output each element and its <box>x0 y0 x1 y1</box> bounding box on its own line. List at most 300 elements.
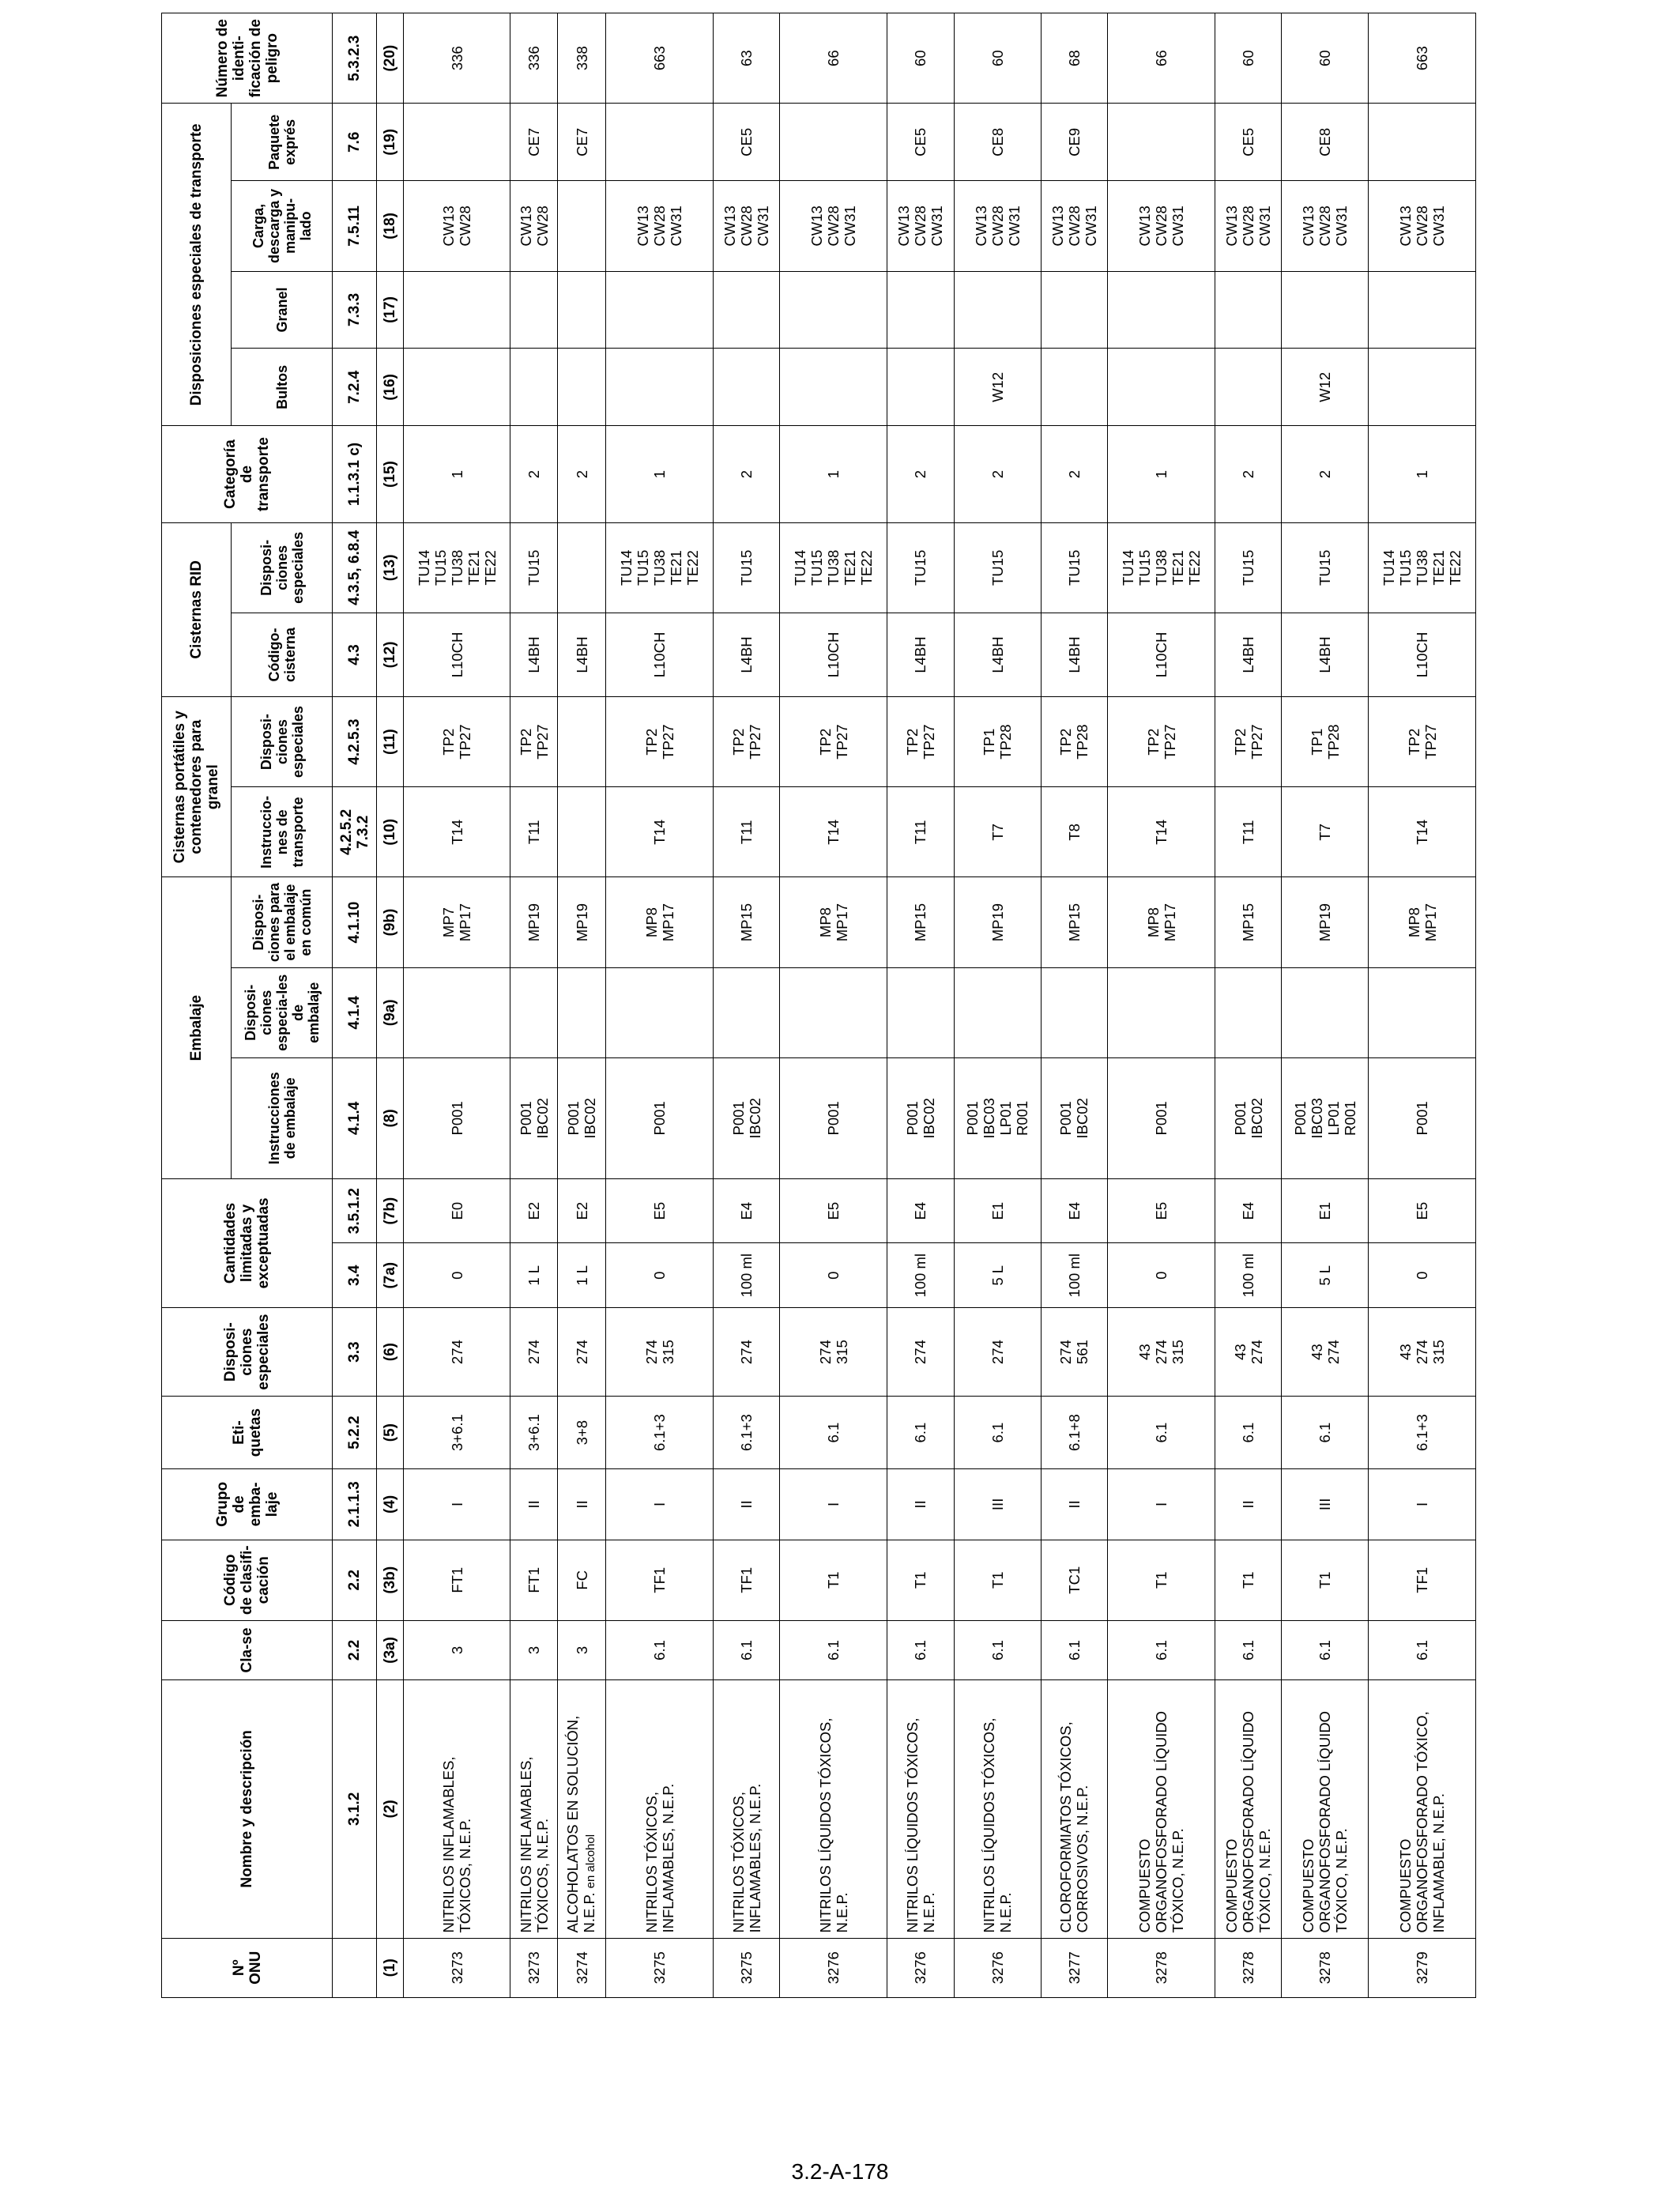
bulk-provision-cell <box>1041 271 1108 349</box>
table-row <box>887 13 954 1998</box>
packing-instructions-cell: P001 <box>780 1057 887 1178</box>
limited-quantity-cell: 0 <box>1369 1243 1476 1308</box>
loading-provision-cell: CW13 CW28 CW31 <box>1108 181 1215 271</box>
un-number-cell: 3276 <box>780 1938 887 1997</box>
substance-name: ALCOHOLATOS EN SOLUCIÓN, N.E.P. <box>564 1715 598 1933</box>
hazard-id-cell: 60 <box>1215 13 1282 104</box>
tank-instructions-cell: T14 <box>1108 787 1215 877</box>
labels-cell: 6.1 <box>887 1397 954 1469</box>
hazard-id-cell: 66 <box>1108 13 1215 104</box>
class-cell: 6.1 <box>954 1620 1041 1679</box>
loading-provision-cell: CW13 CW28 CW31 <box>713 181 780 271</box>
un-number-cell: 3279 <box>1369 1938 1476 1997</box>
reference-cell: 4.2.5.3 <box>333 697 377 787</box>
substance-name-cell <box>557 1680 606 1938</box>
header-packages: Bultos <box>232 349 333 426</box>
substance-name-cell <box>780 1680 887 1938</box>
tank-special-cell: TP1 TP28 <box>954 697 1041 787</box>
column-number-cell: (5) <box>377 1397 404 1469</box>
special-provisions-cell: 274 <box>510 1308 557 1397</box>
tank-special-cell: TP2 TP27 <box>1215 697 1282 787</box>
tank-code-cell: L4BH <box>887 613 954 696</box>
packing-instructions-cell: P001 IBC02 <box>1215 1057 1282 1178</box>
special-provisions-cell: 43 274 <box>1282 1308 1369 1397</box>
dangerous-goods-table <box>161 13 1476 1998</box>
un-number-cell: 3275 <box>713 1938 780 1997</box>
substance-name: NITRILOS LÍQUIDOS TÓXICOS, N.E.P. <box>981 1717 1015 1933</box>
tank-instructions-cell: T14 <box>780 787 887 877</box>
reference-cell: 4.3 <box>333 613 377 696</box>
transport-category-cell: 2 <box>713 426 780 522</box>
excepted-quantity-cell: E4 <box>1041 1178 1108 1243</box>
classification-code-cell: T1 <box>887 1540 954 1620</box>
special-packing-cell <box>713 967 780 1057</box>
special-provisions-cell: 274 315 <box>780 1308 887 1397</box>
loading-provision-cell: CW13 CW28 CW31 <box>887 181 954 271</box>
tank-code-cell: L4BH <box>1215 613 1282 696</box>
special-provisions-cell: 274 <box>887 1308 954 1397</box>
transport-category-cell: 1 <box>1108 426 1215 522</box>
hazard-id-cell: 60 <box>954 13 1041 104</box>
tank-special-cell: TP1 TP28 <box>1282 697 1369 787</box>
substance-name-cell <box>1282 1680 1369 1938</box>
packing-instructions-cell: P001 <box>1369 1057 1476 1178</box>
loading-provision-cell: CW13 CW28 CW31 <box>1041 181 1108 271</box>
un-number-cell: 3276 <box>887 1938 954 1997</box>
express-provision-cell: CE7 <box>510 104 557 181</box>
column-number-cell: (3a) <box>377 1620 404 1679</box>
substance-name: COMPUESTO ORGANOFOSFORADO LÍQUIDO TÓXICO, N.E.P. <box>1300 1710 1350 1933</box>
limited-quantity-cell: 5 L <box>954 1243 1041 1308</box>
rid-special-cell: TU14 TU15 TU38 TE21 TE22 <box>1108 522 1215 613</box>
packing-instructions-cell: P001 <box>606 1057 713 1178</box>
column-number-cell: (3b) <box>377 1540 404 1620</box>
tank-code-cell: L10CH <box>780 613 887 696</box>
table-row <box>557 13 606 1998</box>
special-packing-cell <box>404 967 510 1057</box>
tank-code-cell: L10CH <box>404 613 510 696</box>
packages-provision-cell <box>1215 349 1282 426</box>
special-packing-cell <box>1108 967 1215 1057</box>
tank-code-cell: L10CH <box>1369 613 1476 696</box>
un-number-cell: 3275 <box>606 1938 713 1997</box>
header-class-code: Código de clasifi-cación <box>162 1540 333 1620</box>
tank-instructions-cell: T11 <box>1215 787 1282 877</box>
substance-name-qualifier: en alcohol <box>584 1834 598 1889</box>
special-packing-cell <box>1369 967 1476 1057</box>
special-packing-cell <box>1215 967 1282 1057</box>
excepted-quantity-cell: E5 <box>606 1178 713 1243</box>
bulk-provision-cell <box>404 271 510 349</box>
labels-cell: 6.1+3 <box>1369 1397 1476 1469</box>
rid-special-cell: TU14 TU15 TU38 TE21 TE22 <box>606 522 713 613</box>
packing-instructions-cell: P001 IBC02 <box>887 1057 954 1178</box>
un-number-cell: 3278 <box>1108 1938 1215 1997</box>
page-number: 3.2-A-178 <box>791 2159 889 2184</box>
loading-provision-cell: CW13 CW28 CW31 <box>954 181 1041 271</box>
tank-instructions-cell: T14 <box>606 787 713 877</box>
rid-special-cell: TU15 <box>1041 522 1108 613</box>
express-provision-cell <box>1369 104 1476 181</box>
packages-provision-cell <box>1041 349 1108 426</box>
special-packing-cell <box>557 967 606 1057</box>
packing-instructions-cell: P001 IBC02 <box>1041 1057 1108 1178</box>
bulk-provision-cell <box>1369 271 1476 349</box>
class-cell: 6.1 <box>1369 1620 1476 1679</box>
limited-quantity-cell: 0 <box>1108 1243 1215 1308</box>
substance-name: COMPUESTO ORGANOFOSFORADO TÓXICO, INFLAMABLE, N.E.P. <box>1397 1711 1448 1933</box>
transport-category-cell: 1 <box>780 426 887 522</box>
reference-cell: 1.1.3.1 c) <box>333 426 377 522</box>
hazard-id-cell: 68 <box>1041 13 1108 104</box>
table-row <box>1041 13 1108 1998</box>
reference-cell: 4.1.4 <box>333 1057 377 1178</box>
special-provisions-cell: 274 <box>404 1308 510 1397</box>
packages-provision-cell <box>713 349 780 426</box>
limited-quantity-cell: 100 ml <box>1215 1243 1282 1308</box>
tank-instructions-cell: T7 <box>1282 787 1369 877</box>
header-un-no: Nº ONU <box>162 1938 333 1997</box>
packing-instructions-cell: P001 IBC02 <box>557 1057 606 1178</box>
column-number-cell: (7a) <box>377 1243 404 1308</box>
excepted-quantity-cell: E1 <box>954 1178 1041 1243</box>
tank-code-cell: L4BH <box>1041 613 1108 696</box>
bulk-provision-cell <box>557 271 606 349</box>
column-number-cell: (9a) <box>377 967 404 1057</box>
packages-provision-cell <box>404 349 510 426</box>
substance-name-cell <box>1369 1680 1476 1938</box>
tank-code-cell: L4BH <box>713 613 780 696</box>
tank-special-cell: TP2 TP27 <box>404 697 510 787</box>
substance-name: NITRILOS LÍQUIDOS TÓXICOS, N.E.P. <box>903 1717 937 1933</box>
transport-category-cell: 2 <box>1041 426 1108 522</box>
loading-provision-cell: CW13 CW28 CW31 <box>1369 181 1476 271</box>
express-provision-cell <box>1108 104 1215 181</box>
reference-cell: 7.3.3 <box>333 271 377 349</box>
table-row <box>713 13 780 1998</box>
tank-code-cell: L4BH <box>510 613 557 696</box>
special-provisions-cell: 43 274 315 <box>1369 1308 1476 1397</box>
header-transport-category: Categoría de transporte <box>162 426 333 522</box>
column-number-cell: (6) <box>377 1308 404 1397</box>
labels-cell: 6.1 <box>1215 1397 1282 1469</box>
column-number-cell: (15) <box>377 426 404 522</box>
packages-provision-cell <box>606 349 713 426</box>
special-provisions-cell: 274 315 <box>606 1308 713 1397</box>
tank-instructions-cell: T8 <box>1041 787 1108 877</box>
substance-name-cell <box>1108 1680 1215 1938</box>
mixed-packing-cell: MP8 MP17 <box>606 877 713 967</box>
class-cell: 6.1 <box>887 1620 954 1679</box>
packages-provision-cell: W12 <box>1282 349 1369 426</box>
hazard-id-cell: 338 <box>557 13 606 104</box>
classification-code-cell: T1 <box>780 1540 887 1620</box>
tank-special-cell: TP2 TP28 <box>1041 697 1108 787</box>
header-mixed-packing: Disposi-ciones para el embalaje en común <box>232 877 333 967</box>
packing-group-cell: II <box>887 1469 954 1540</box>
header-labels: Eti-quetas <box>162 1397 333 1469</box>
special-packing-cell <box>606 967 713 1057</box>
column-number-cell: (10) <box>377 787 404 877</box>
header-row-groups <box>162 13 232 1998</box>
substance-name: COMPUESTO ORGANOFOSFORADO LÍQUIDO TÓXICO, N.E.P. <box>1136 1710 1187 1933</box>
loading-provision-cell: CW13 CW28 CW31 <box>1282 181 1369 271</box>
tank-instructions-cell: T14 <box>404 787 510 877</box>
table-row <box>1108 13 1215 1998</box>
limited-quantity-cell: 100 ml <box>887 1243 954 1308</box>
column-number-cell: (4) <box>377 1469 404 1540</box>
rid-special-cell: TU15 <box>713 522 780 613</box>
transport-category-cell: 2 <box>887 426 954 522</box>
header-tank-code: Código-cisterna <box>232 613 333 696</box>
special-provisions-cell: 274 <box>954 1308 1041 1397</box>
special-provisions-cell: 43 274 315 <box>1108 1308 1215 1397</box>
classification-code-cell: TF1 <box>606 1540 713 1620</box>
express-provision-cell: CE7 <box>557 104 606 181</box>
tank-code-cell: L4BH <box>1282 613 1369 696</box>
transport-category-cell: 1 <box>404 426 510 522</box>
packing-group-cell: I <box>606 1469 713 1540</box>
limited-quantity-cell: 0 <box>780 1243 887 1308</box>
loading-provision-cell <box>557 181 606 271</box>
rid-special-cell: TU15 <box>1282 522 1369 613</box>
un-number-cell: 3276 <box>954 1938 1041 1997</box>
excepted-quantity-cell: E2 <box>557 1178 606 1243</box>
packages-provision-cell: W12 <box>954 349 1041 426</box>
labels-cell: 6.1 <box>954 1397 1041 1469</box>
special-packing-cell <box>510 967 557 1057</box>
packages-provision-cell <box>1369 349 1476 426</box>
table-row <box>510 13 557 1998</box>
reference-cell: 3.1.2 <box>333 1680 377 1938</box>
mixed-packing-cell: MP7 MP17 <box>404 877 510 967</box>
rid-special-cell: TU15 <box>510 522 557 613</box>
reference-cell: 4.1.4 <box>333 967 377 1057</box>
substance-name-cell <box>606 1680 713 1938</box>
un-number-cell: 3273 <box>404 1938 510 1997</box>
tank-special-cell: TP2 TP27 <box>713 697 780 787</box>
reference-cell: 4.3.5, 6.8.4 <box>333 522 377 613</box>
packing-group-cell: II <box>713 1469 780 1540</box>
un-number-cell: 3278 <box>1215 1938 1282 1997</box>
substance-name: NITRILOS INFLAMABLES, TÓXICOS, N.E.P. <box>440 1756 474 1933</box>
class-cell: 6.1 <box>606 1620 713 1679</box>
packing-instructions-cell: P001 IBC02 <box>510 1057 557 1178</box>
bulk-provision-cell <box>1282 271 1369 349</box>
header-limited-excepted: Cantidades limitadas y exceptuadas <box>162 1178 333 1307</box>
express-provision-cell <box>780 104 887 181</box>
class-cell: 6.1 <box>1108 1620 1215 1679</box>
tank-code-cell: L10CH <box>606 613 713 696</box>
bulk-provision-cell <box>954 271 1041 349</box>
labels-cell: 6.1 <box>780 1397 887 1469</box>
packing-group-cell: III <box>954 1469 1041 1540</box>
column-number-cell: (9b) <box>377 877 404 967</box>
header-packing-instructions: Instrucciones de embalaje <box>232 1057 333 1178</box>
mixed-packing-cell: MP15 <box>1041 877 1108 967</box>
classification-code-cell: TC1 <box>1041 1540 1108 1620</box>
rid-special-cell: TU15 <box>954 522 1041 613</box>
transport-category-cell: 2 <box>510 426 557 522</box>
express-provision-cell: CE8 <box>1282 104 1369 181</box>
rid-special-cell: TU15 <box>1215 522 1282 613</box>
header-special-packing: Disposi-ciones especia-les de embalaje <box>232 967 333 1057</box>
mixed-packing-cell: MP8 MP17 <box>1108 877 1215 967</box>
excepted-quantity-cell: E1 <box>1282 1178 1369 1243</box>
packing-group-cell: I <box>780 1469 887 1540</box>
header-loading: Carga, descarga y manipu-lado <box>232 181 333 271</box>
rid-special-cell: TU14 TU15 TU38 TE21 TE22 <box>1369 522 1476 613</box>
reference-cell: 2.1.1.3 <box>333 1469 377 1540</box>
limited-quantity-cell: 1 L <box>510 1243 557 1308</box>
special-provisions-cell: 274 561 <box>1041 1308 1108 1397</box>
rotated-page-content <box>161 13 1476 1998</box>
header-rid-special: Disposi-ciones especiales <box>232 522 333 613</box>
reference-cell: 3.5.1.2 <box>333 1178 377 1243</box>
hazard-id-cell: 663 <box>606 13 713 104</box>
packing-instructions-cell: P001 <box>1108 1057 1215 1178</box>
express-provision-cell <box>404 104 510 181</box>
column-number-cell: (1) <box>377 1938 404 1997</box>
packages-provision-cell <box>510 349 557 426</box>
table-row <box>606 13 713 1998</box>
labels-cell: 6.1+8 <box>1041 1397 1108 1469</box>
table-row <box>1369 13 1476 1998</box>
loading-provision-cell: CW13 CW28 CW31 <box>1215 181 1282 271</box>
tank-special-cell: TP2 TP27 <box>1369 697 1476 787</box>
column-number-cell: (19) <box>377 104 404 181</box>
tank-instructions-cell: T11 <box>887 787 954 877</box>
labels-cell: 3+6.1 <box>510 1397 557 1469</box>
reference-cell: 3.4 <box>333 1243 377 1308</box>
un-number-cell: 3277 <box>1041 1938 1108 1997</box>
mixed-packing-cell: MP19 <box>510 877 557 967</box>
header-special-transport: Disposiciones especiales de transporte <box>162 104 232 426</box>
loading-provision-cell: CW13 CW28 CW31 <box>780 181 887 271</box>
substance-name-cell <box>887 1680 954 1938</box>
packing-group-cell: II <box>557 1469 606 1540</box>
mixed-packing-cell: MP8 MP17 <box>1369 877 1476 967</box>
hazard-id-cell: 60 <box>1282 13 1369 104</box>
reference-cell: 2.2 <box>333 1620 377 1679</box>
rid-special-cell <box>557 522 606 613</box>
un-number-cell: 3273 <box>510 1938 557 1997</box>
header-special-provisions: Disposi-ciones especiales <box>162 1308 333 1397</box>
classification-code-cell: FT1 <box>404 1540 510 1620</box>
hazard-id-cell: 66 <box>780 13 887 104</box>
tank-special-cell: TP2 TP27 <box>510 697 557 787</box>
excepted-quantity-cell: E5 <box>1369 1178 1476 1243</box>
hazard-id-cell: 336 <box>404 13 510 104</box>
express-provision-cell: CE9 <box>1041 104 1108 181</box>
special-provisions-cell: 43 274 <box>1215 1308 1282 1397</box>
column-number-cell: (16) <box>377 349 404 426</box>
table-row <box>1282 13 1369 1998</box>
transport-category-cell: 2 <box>1282 426 1369 522</box>
classification-code-cell: FT1 <box>510 1540 557 1620</box>
packing-instructions-cell: P001 <box>404 1057 510 1178</box>
column-number-cell: (18) <box>377 181 404 271</box>
header-row-column-numbers <box>377 13 404 1998</box>
substance-name-cell <box>954 1680 1041 1938</box>
packing-group-cell: II <box>1041 1469 1108 1540</box>
transport-category-cell: 1 <box>606 426 713 522</box>
labels-cell: 6.1+3 <box>606 1397 713 1469</box>
bulk-provision-cell <box>510 271 557 349</box>
special-packing-cell <box>1282 967 1369 1057</box>
labels-cell: 3+8 <box>557 1397 606 1469</box>
labels-cell: 6.1 <box>1282 1397 1369 1469</box>
column-number-cell: (17) <box>377 271 404 349</box>
excepted-quantity-cell: E2 <box>510 1178 557 1243</box>
header-portable-tanks: Cisternas portátiles y contenedores para granel <box>162 697 232 877</box>
tank-instructions-cell: T7 <box>954 787 1041 877</box>
tank-special-cell: TP2 TP27 <box>780 697 887 787</box>
limited-quantity-cell: 5 L <box>1282 1243 1369 1308</box>
tank-instructions-cell: T14 <box>1369 787 1476 877</box>
loading-provision-cell: CW13 CW28 CW31 <box>606 181 713 271</box>
substance-name-cell <box>404 1680 510 1938</box>
column-number-cell: (13) <box>377 522 404 613</box>
table-row <box>1215 13 1282 1998</box>
table-row <box>404 13 510 1998</box>
express-provision-cell: CE8 <box>954 104 1041 181</box>
header-class: Cla-se <box>162 1620 333 1679</box>
loading-provision-cell: CW13 CW28 <box>510 181 557 271</box>
loading-provision-cell: CW13 CW28 <box>404 181 510 271</box>
hazard-id-cell: 63 <box>713 13 780 104</box>
header-name: Nombre y descripción <box>162 1680 333 1938</box>
column-number-cell: (7b) <box>377 1178 404 1243</box>
class-cell: 3 <box>404 1620 510 1679</box>
mixed-packing-cell: MP15 <box>713 877 780 967</box>
substance-name: CLOROFORMIATOS TÓXICOS, CORROSIVOS, N.E.P. <box>1057 1721 1091 1933</box>
labels-cell: 6.1 <box>1108 1397 1215 1469</box>
substance-name-cell <box>1215 1680 1282 1938</box>
bulk-provision-cell <box>887 271 954 349</box>
header-hazard-id: Número de identi-ficación de peligro <box>162 13 333 104</box>
rid-special-cell: TU15 <box>887 522 954 613</box>
column-number-cell: (8) <box>377 1057 404 1178</box>
packing-group-cell: II <box>510 1469 557 1540</box>
header-packing-group: Grupo de emba-laje <box>162 1469 333 1540</box>
tank-special-cell <box>557 697 606 787</box>
classification-code-cell: T1 <box>1108 1540 1215 1620</box>
reference-cell: 2.2 <box>333 1540 377 1620</box>
rid-special-cell: TU14 TU15 TU38 TE21 TE22 <box>780 522 887 613</box>
column-number-cell: (12) <box>377 613 404 696</box>
packing-group-cell: I <box>1369 1469 1476 1540</box>
class-cell: 6.1 <box>780 1620 887 1679</box>
column-number-cell: (20) <box>377 13 404 104</box>
packing-instructions-cell: P001 IBC02 <box>713 1057 780 1178</box>
limited-quantity-cell: 0 <box>606 1243 713 1308</box>
packing-instructions-cell: P001 IBC03 LP01 R001 <box>954 1057 1041 1178</box>
classification-code-cell: FC <box>557 1540 606 1620</box>
mixed-packing-cell: MP15 <box>887 877 954 967</box>
table-body <box>404 13 1476 1998</box>
column-number-cell: (11) <box>377 697 404 787</box>
substance-name: NITRILOS INFLAMABLES, TÓXICOS, N.E.P. <box>517 1756 551 1933</box>
substance-name-cell <box>1041 1680 1108 1938</box>
class-cell: 6.1 <box>1215 1620 1282 1679</box>
packages-provision-cell <box>1108 349 1215 426</box>
packing-group-cell: I <box>404 1469 510 1540</box>
mixed-packing-cell: MP19 <box>557 877 606 967</box>
limited-quantity-cell: 100 ml <box>1041 1243 1108 1308</box>
reference-cell: 4.2.5.2 7.3.2 <box>333 787 377 877</box>
reference-cell: 5.3.2.3 <box>333 13 377 104</box>
